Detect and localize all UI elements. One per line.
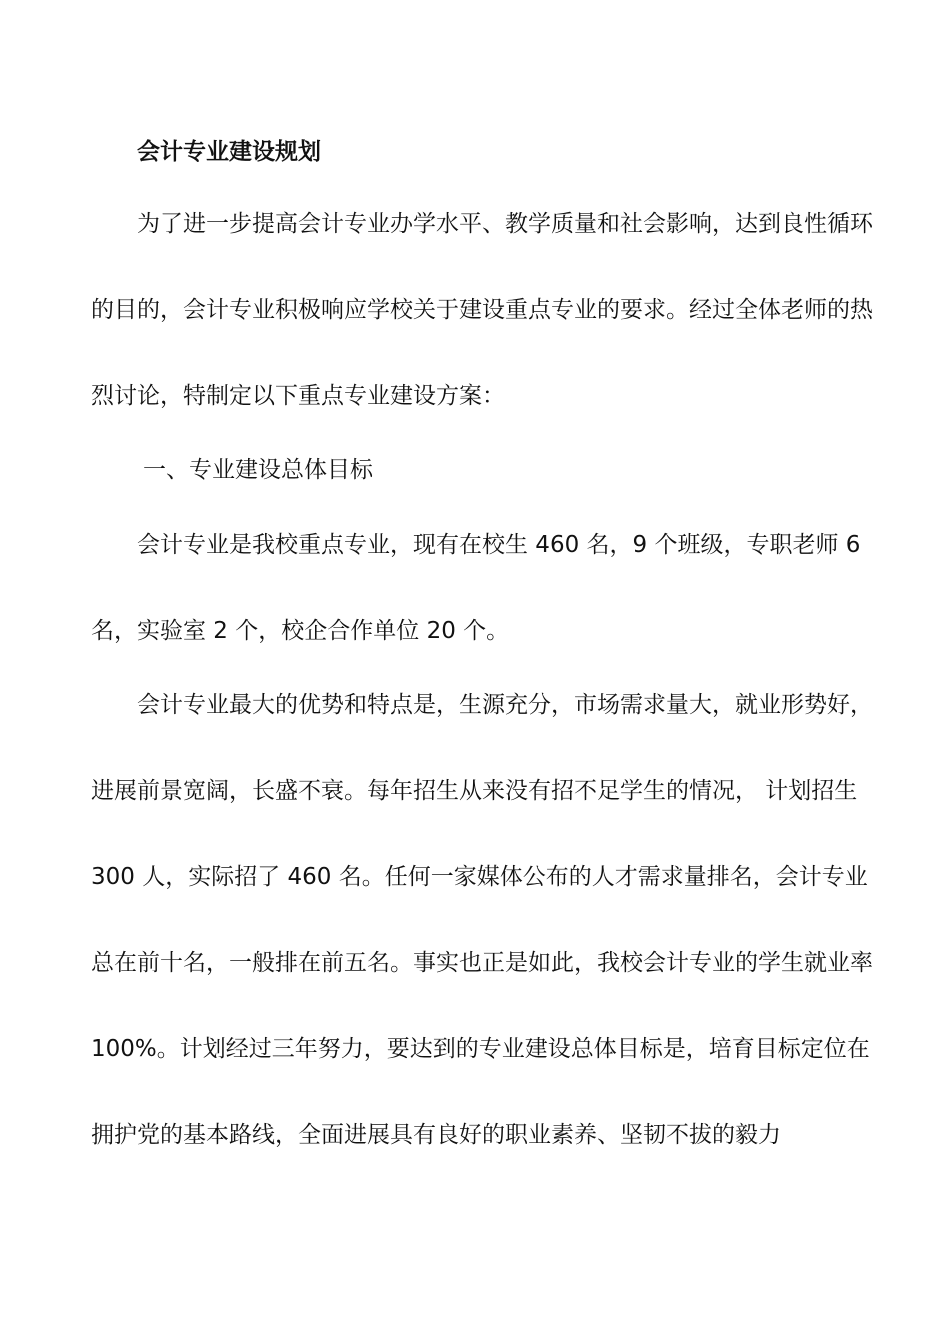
section-heading: 一、专业建设总体目标 [143, 457, 373, 483]
intro-paragraph: 为了进一步提高会计专业办学水平、教学质量和社会影响，达到良性循环的目的，会计专业积极响应学校关于建设重点专业的要求。经过全体老师的热烈讨论，特制定以下重点专业建设方案： [91, 211, 873, 409]
section-paragraph: 会计专业是我校重点专业，现有在校生 460 名，9 个班级，专职老师 6 名，实验室 2 个，校企合作单位 20 个。 [91, 532, 861, 644]
section-paragraph: 会计专业最大的优势和特点是，生源充分，市场需求量大，就业形势好，进展前景宽阔，长盛不衰。每年招生从来没有招不足学生的情况， 计划招生 300 人，实际招了 460 名。任何一家媒体公布的人才需求量排名，会计专业总在前十名，一般排在前五名。事实也正是如此，我校会计专业的学生就业率 100%。计划经过三年努力，要达到的专业建设总体目标是，培育目标定位在拥护党的基本路线，全面进展具有良好的职业素养、坚韧不拔的毅力 [91, 692, 873, 1148]
document-title: 会计专业建设规划 [137, 139, 321, 165]
